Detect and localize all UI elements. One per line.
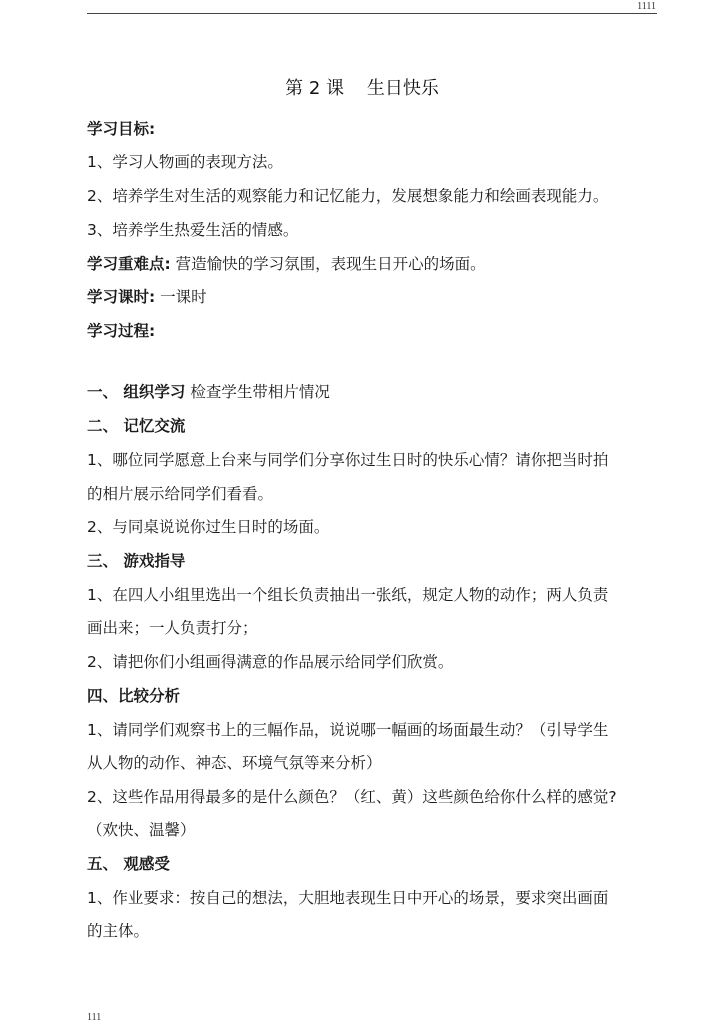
section-3-line-3: 2、请把你们小组画得满意的作品展示给同学们欣赏。 (87, 653, 454, 671)
section-3-heading: 三、 游戏指导 (87, 552, 186, 570)
section-2-line-1: 1、哪位同学愿意上台来与同学们分享你过生日时的快乐心情？请你把当时拍 (87, 451, 609, 469)
hours-text: 一课时 (160, 288, 207, 306)
section-4-line-3: 2、这些作品用得最多的是什么颜色？（红、黄）这些颜色给你什么样的感觉? (87, 788, 617, 806)
section-5-line-2: 的主体。 (87, 922, 150, 940)
process-heading: 学习过程: (87, 322, 156, 340)
section-2-line-2: 的相片展示给同学们看看。 (87, 485, 274, 503)
section-4-line-1: 1、请同学们观察书上的三幅作品，说说哪一幅画的场面最生动？（引导学生 (87, 721, 609, 739)
section-4-heading: 四、比较分析 (87, 687, 181, 705)
objective-item-1: 1、学习人物画的表现方法。 (87, 153, 283, 171)
objective-item-3: 3、培养学生热爱生活的情感。 (87, 221, 299, 239)
section-2-line-3: 2、与同桌说说你过生日时的场面。 (87, 518, 330, 536)
section-3-line-2: 画出来；一人负责打分； (87, 619, 258, 637)
section-4-line-2: 从人物的动作、神态、环境气氛等来分析） (87, 754, 382, 772)
header-rule (87, 13, 657, 14)
hours-row (87, 286, 667, 308)
section-5-line-1: 1、作业要求：按自己的想法，大胆地表现生日中开心的场景，要求突出画面 (87, 889, 609, 907)
section-5-heading: 五、 观感受 (87, 855, 170, 873)
objectives-heading: 学习目标: (87, 120, 156, 138)
objective-item-2: 2、培养学生对生活的观察能力和记忆能力，发展想象能力和绘画表现能力。 (87, 187, 609, 205)
header-page-number: 1111 (637, 1, 656, 12)
key-points-row (87, 253, 667, 275)
section-3-line-1: 1、在四人小组里选出一个组长负责抽出一张纸，规定人物的动作；两人负责 (87, 586, 609, 604)
key-points-label: 学习重难点: (87, 255, 171, 273)
section-1-row (87, 381, 667, 403)
hours-label: 学习课时: (87, 288, 156, 306)
section-1-heading: 一、 组织学习 (87, 383, 186, 401)
section-4-line-4: （欢快、温馨） (87, 821, 196, 839)
section-2-heading: 二、 记忆交流 (87, 417, 186, 435)
footer-page-number: 111 (87, 1012, 102, 1023)
page-title: 第 2 课 生日快乐 (285, 78, 439, 99)
section-1-text: 检查学生带相片情况 (190, 383, 330, 401)
key-points-text: 营造愉快的学习氛围，表现生日开心的场面。 (175, 255, 486, 273)
